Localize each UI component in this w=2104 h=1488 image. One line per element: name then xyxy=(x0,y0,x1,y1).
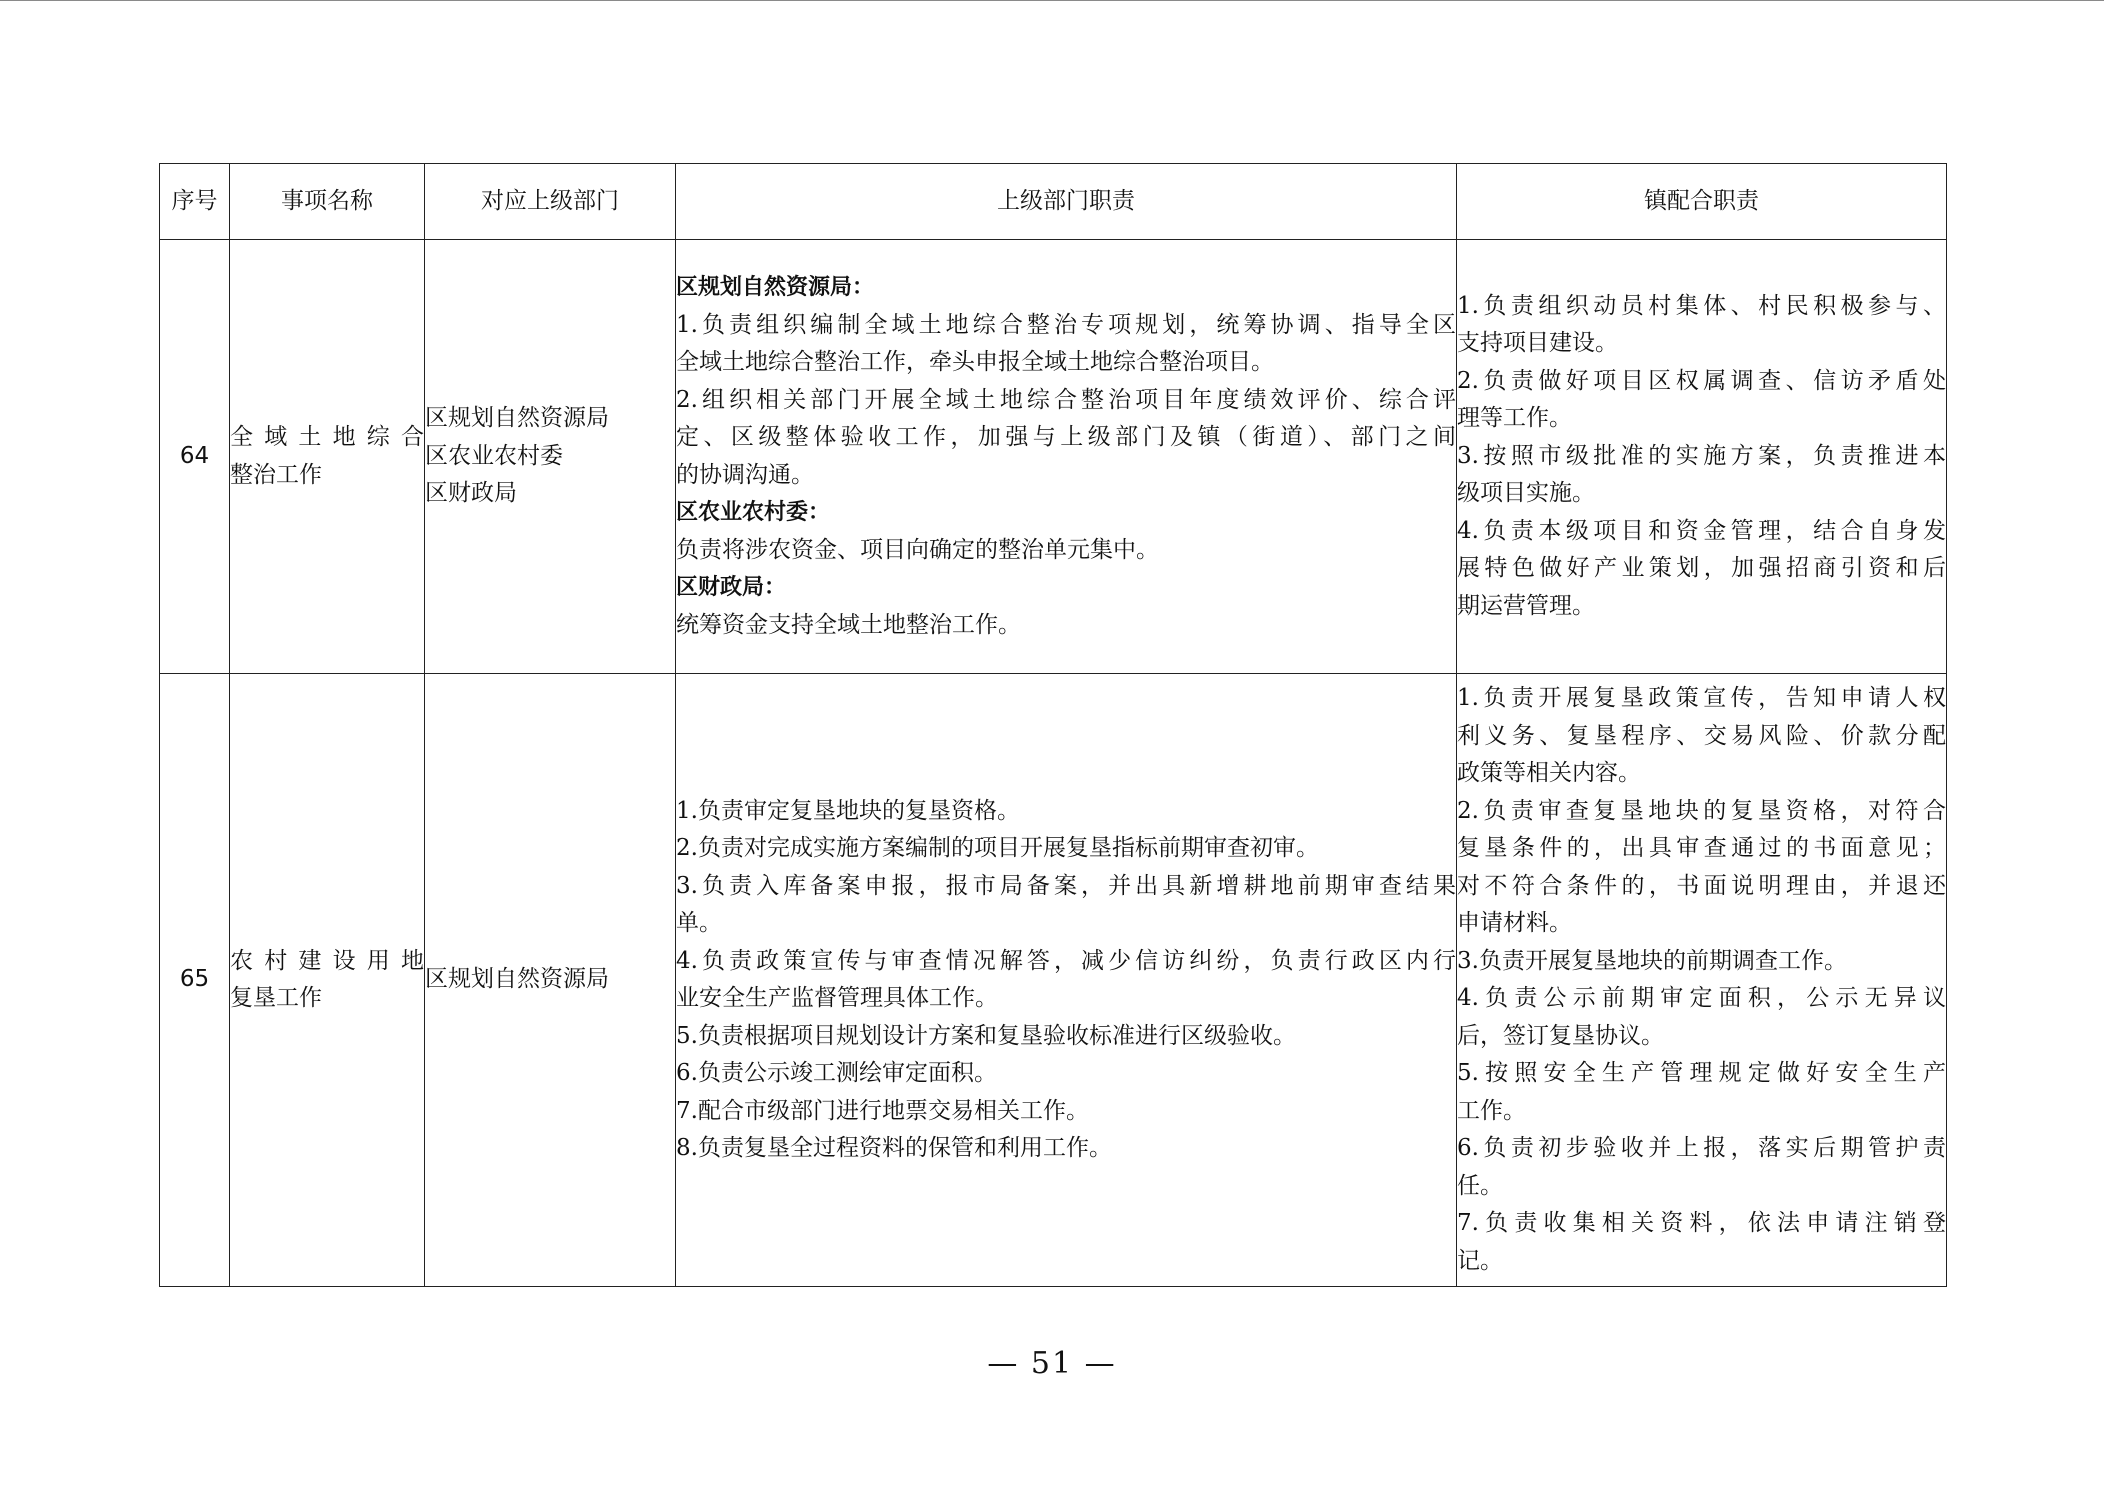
header-seq: 序号 xyxy=(160,164,230,240)
duty-text-line: 记。 xyxy=(1457,1247,1503,1274)
duty-text-line: 对不符合条件的，书面说明理由，并退还 xyxy=(1457,872,1946,899)
duty-text-line: 单。 xyxy=(676,910,722,936)
duty-text-line: 1.负责开展复垦政策宣传，告知申请人权 xyxy=(1457,685,1946,711)
duty-text-line: 1.负责组织编制全域土地综合整治专项规划，统筹协调、指导全区 xyxy=(676,311,1456,338)
duty-text-line: 7.负责收集相关资料，依法申请注销登 xyxy=(1457,1210,1946,1236)
duty-text-line: 8.负责复垦全过程资料的保管和利用工作。 xyxy=(676,1135,1112,1161)
duty-text-line: 3.负责开展复垦地块的前期调查工作。 xyxy=(1457,947,1847,974)
duty-text-line: 3.负责入库备案申报，报市局备案，并出具新增耕地前期审查结果 xyxy=(676,872,1456,899)
duty-text-line: 2.负责做好项目区权属调查、信访矛盾处 xyxy=(1457,367,1946,394)
item-name-line: 复垦工作 xyxy=(230,985,322,1011)
duty-text-line: 4.负责本级项目和资金管理，结合自身发 xyxy=(1457,517,1946,544)
top-border-line xyxy=(0,0,2104,1)
cell-item-name xyxy=(230,240,425,674)
duty-text-line: 支持项目建设。 xyxy=(1457,330,1618,357)
department-heading: 区规划自然资源局： xyxy=(676,275,875,300)
cell-upper-dept xyxy=(425,674,676,1287)
cell-town-duty xyxy=(1457,674,1947,1287)
duty-text-line: 2.负责对完成实施方案编制的项目开展复垦指标前期审查初审。 xyxy=(676,835,1319,861)
duty-text-line: 2.负责审查复垦地块的复垦资格，对符合 xyxy=(1457,797,1946,824)
duty-text-line: 申请材料。 xyxy=(1457,910,1572,936)
duty-text-line: 定、区级整体验收工作，加强与上级部门及镇（街道）、部门之间 xyxy=(676,424,1456,450)
duty-text-line: 的协调沟通。 xyxy=(676,461,814,488)
duty-text-line: 政策等相关内容。 xyxy=(1457,760,1641,786)
duty-text-line: 利义务、复垦程序、交易风险、价款分配 xyxy=(1457,722,1946,749)
duty-text-line: 3.按照市级批准的实施方案，负责推进本 xyxy=(1457,442,1946,469)
duty-text-line: 理等工作。 xyxy=(1457,405,1572,432)
duty-text-line: 6.负责初步验收并上报，落实后期管护责 xyxy=(1457,1135,1946,1161)
duty-text-line: 统筹资金支持全域土地整治工作。 xyxy=(676,611,1021,638)
table-header-row xyxy=(160,164,1947,240)
duty-text-line: 复垦条件的，出具审查通过的书面意见； xyxy=(1457,835,1946,861)
duty-text-line: 业安全生产监督管理具体工作。 xyxy=(676,985,998,1011)
dept-line: 区规划自然资源局 xyxy=(425,405,609,432)
cell-upper-duty xyxy=(676,240,1457,674)
dept-line: 区财政局 xyxy=(425,480,517,507)
item-name-line: 全域土地综合 xyxy=(230,424,424,450)
duty-text-line: 2.组织相关部门开展全域土地综合整治项目年度绩效评价、综合评 xyxy=(676,386,1456,413)
cell-seq: 64 xyxy=(160,240,230,674)
duty-text-line: 后，签订复垦协议。 xyxy=(1457,1022,1664,1049)
duty-text-line: 7.配合市级部门进行地票交易相关工作。 xyxy=(676,1097,1089,1124)
duty-text-line: 6.负责公示竣工测绘审定面积。 xyxy=(676,1060,997,1086)
cell-seq: 65 xyxy=(160,674,230,1287)
duty-table xyxy=(159,163,1947,1287)
duty-text-line: 工作。 xyxy=(1457,1097,1526,1124)
duty-text-line: 5.负责根据项目规划设计方案和复垦验收标准进行区级验收。 xyxy=(676,1022,1296,1049)
duty-text-line: 1.负责审定复垦地块的复垦资格。 xyxy=(676,797,1020,824)
header-town-duty: 镇配合职责 xyxy=(1457,164,1947,240)
duty-text-line: 级项目实施。 xyxy=(1457,480,1595,507)
page-number: — 51 — xyxy=(987,1346,1117,1381)
cell-item-name xyxy=(230,674,425,1287)
duty-text-line: 5.按照安全生产管理规定做好安全生产 xyxy=(1457,1060,1946,1086)
duty-text-line: 任。 xyxy=(1457,1172,1503,1199)
duty-text-line: 负责将涉农资金、项目向确定的整治单元集中。 xyxy=(676,536,1159,563)
cell-upper-dept xyxy=(425,240,676,674)
department-heading: 区农业农村委： xyxy=(676,500,831,525)
dept-line: 区农业农村委 xyxy=(425,442,563,469)
table-row xyxy=(160,674,1947,1287)
duty-text-line: 展特色做好产业策划，加强招商引资和后 xyxy=(1457,555,1946,582)
duty-text-line: 4.负责政策宣传与审查情况解答，减少信访纠纷，负责行政区内行 xyxy=(676,947,1456,974)
table-row xyxy=(160,240,1947,674)
header-upper-dept: 对应上级部门 xyxy=(425,164,676,240)
duty-text-line: 4.负责公示前期审定面积，公示无异议 xyxy=(1457,985,1946,1011)
header-upper-duty: 上级部门职责 xyxy=(676,164,1457,240)
header-item-name: 事项名称 xyxy=(230,164,425,240)
cell-town-duty xyxy=(1457,240,1947,674)
dept-line: 区规划自然资源局 xyxy=(425,966,609,993)
duty-text-line: 全域土地综合整治工作，牵头申报全域土地综合整治项目。 xyxy=(676,349,1274,375)
duty-text-line: 期运营管理。 xyxy=(1457,592,1595,619)
department-heading: 区财政局： xyxy=(676,575,787,600)
cell-upper-duty xyxy=(676,674,1457,1287)
item-name-line: 整治工作 xyxy=(230,461,322,488)
duty-text-line: 1.负责组织动员村集体、村民积极参与、 xyxy=(1457,292,1946,319)
item-name-line: 农村建设用地 xyxy=(230,947,424,974)
